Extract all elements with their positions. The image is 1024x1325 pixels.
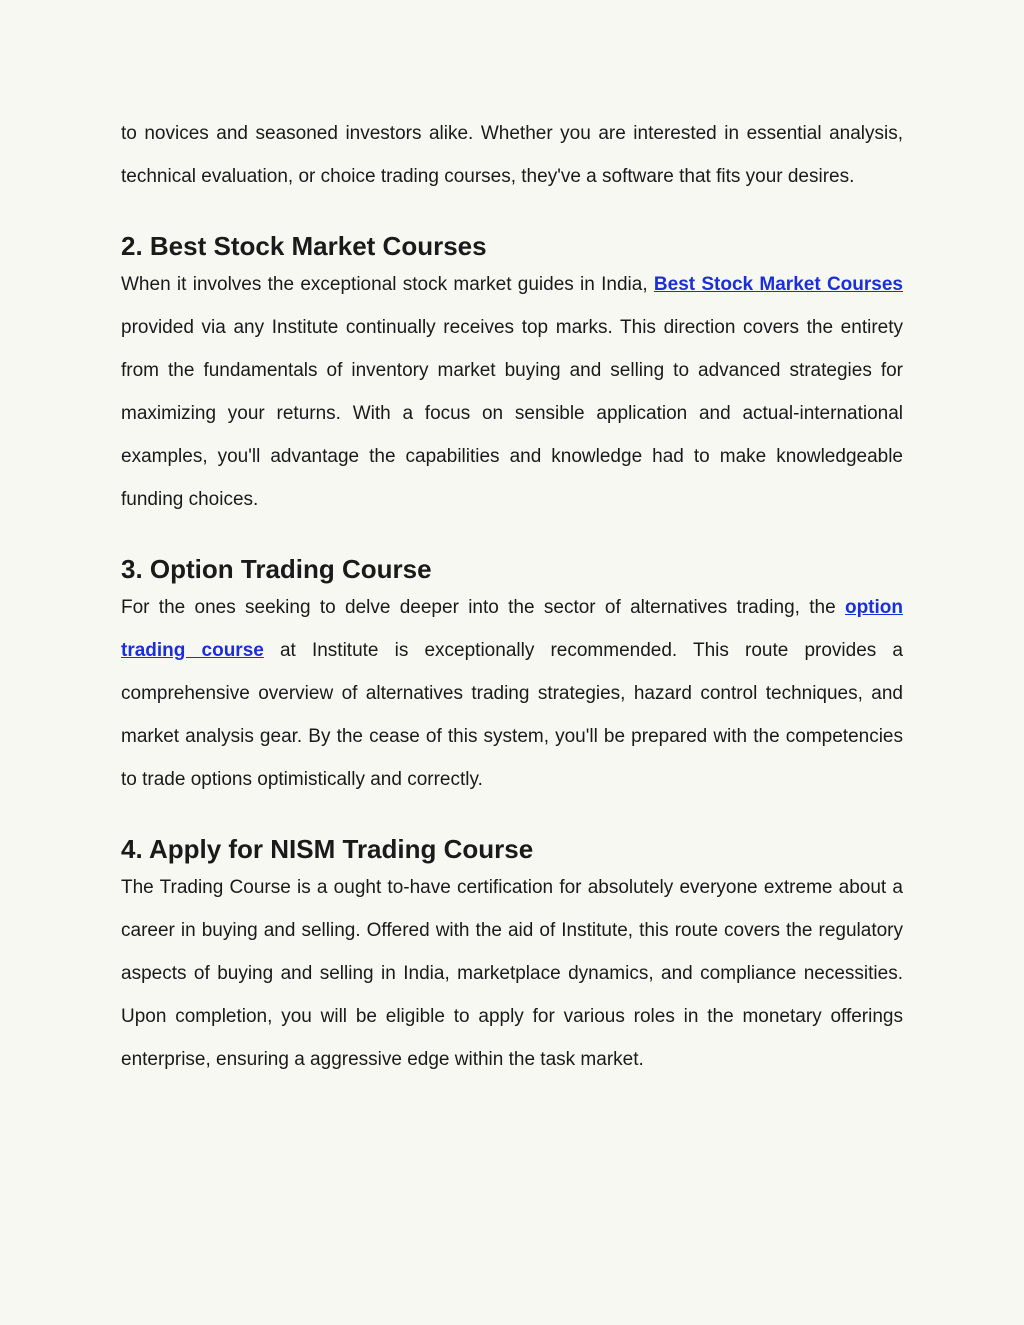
section-heading-best-stock-market-courses: 2. Best Stock Market Courses [121,231,487,261]
section-paragraph-option-trading-course [121,586,903,801]
best-stock-market-courses-link[interactable]: Best Stock Market Courses [653,274,903,295]
intro-paragraph: to novices and seasoned investors alike. Whether you are interested in essential analysis, technical evaluation, or choice trading courses, they've a software that fits your desires. [121,123,903,187]
document-page [121,112,903,1081]
section-paragraph-best-stock-market-courses [121,263,903,521]
paragraph-text: When it involves the exceptional stock market guides in India, [121,274,654,295]
option-trading-course-link[interactable]: option trading course [121,597,903,661]
section-heading-nism-trading-course: 4. Apply for NISM Trading Course [121,834,534,864]
section-heading-option-trading-course: 3. Option Trading Course [121,554,432,584]
paragraph-text: at Institute is exceptionally recommended. This route provides a comprehensive overview of alternatives trading strategies, hazard control techniques, and market analysis gear. By the cease of this system, you'll be prepared with the competencies to trade options optimistically and correctly. [121,640,903,790]
section-paragraph-nism-trading-course: The Trading Course is a ought to-have certification for absolutely everyone extreme about a career in buying and selling. Offered with the aid of Institute, this route covers the regulatory aspects of buying and selling in India, marketplace dynamics, and compliance necessities. Upon completion, you will be eligible to apply for various roles in the monetary offerings enterprise, ensuring a aggressive edge within the task market. [121,877,903,1070]
paragraph-text: provided via any Institute continually receives top marks. This direction covers the entirety from the fundamentals of inventory market buying and selling to advanced strategies for maximizing your returns. With a focus on sensible application and actual-international examples, you'll advantage the capabilities and knowledge had to make knowledgeable funding choices. [121,317,903,510]
paragraph-text: For the ones seeking to delve deeper into the sector of alternatives trading, the [121,597,845,618]
